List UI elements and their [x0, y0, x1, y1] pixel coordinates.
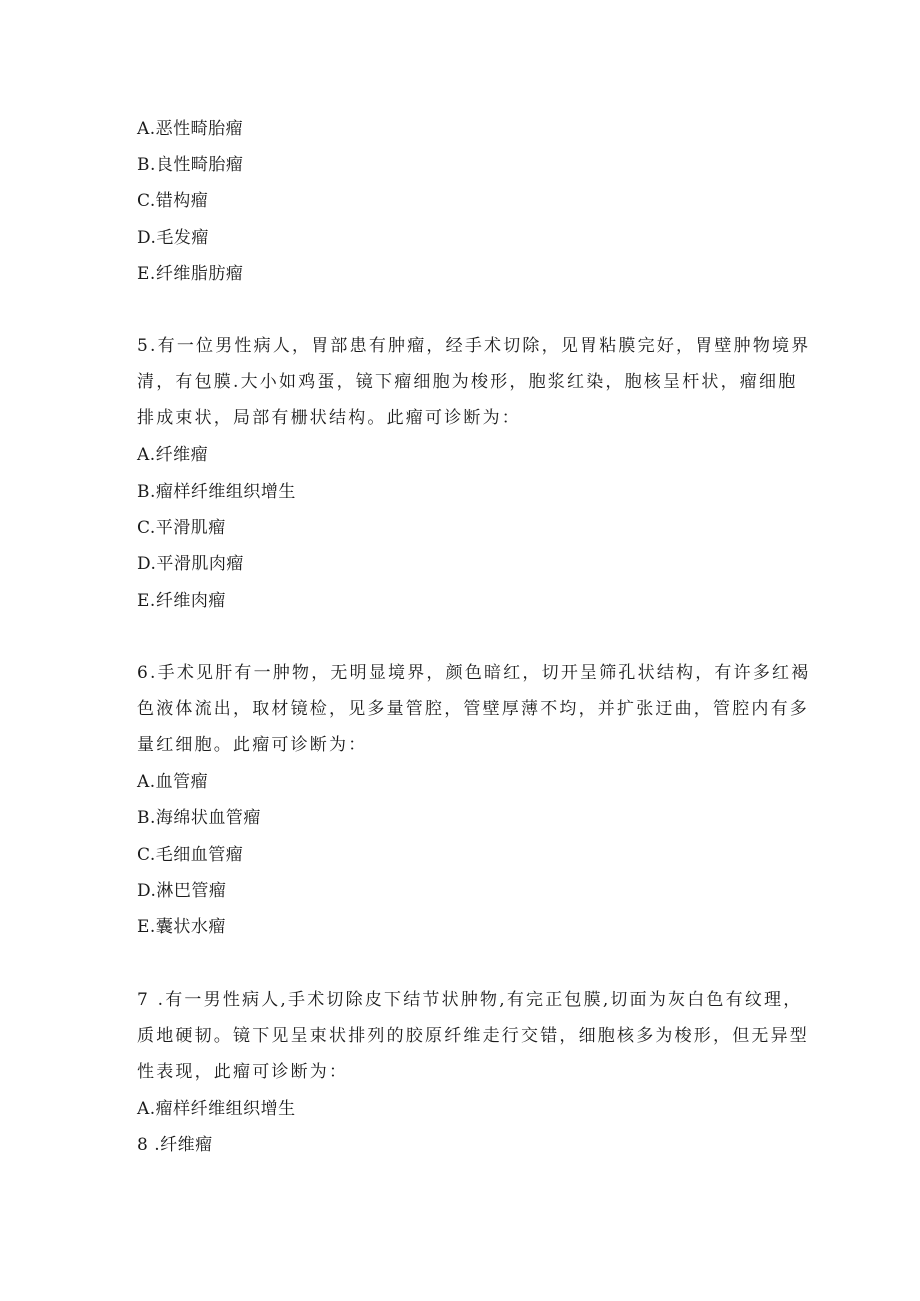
question-7-line: 7 .有一男性病人,手术切除皮下结节状肿物,有完正包膜,切面为灰白色有纹理， — [137, 990, 803, 1010]
option-line: B.瘤样纤维组织增生 — [137, 482, 296, 502]
question-6-line: 色液体流出，取材镜检，见多量管腔，管壁厚薄不均，并扩张迂曲，管腔内有多 — [137, 699, 809, 719]
option-line: D.淋巴管瘤 — [137, 881, 227, 901]
option-line: E.囊状水瘤 — [137, 917, 226, 937]
question-5-line: 清，有包膜.大小如鸡蛋，镜下瘤细胞为梭形，胞浆红染，胞核呈杆状，瘤细胞 — [137, 372, 798, 392]
question-5-line: 排成束状，局部有栅状结构。此瘤可诊断为： — [137, 408, 521, 428]
question-6-line: 量红细胞。此瘤可诊断为： — [137, 735, 368, 755]
option-line: E.纤维脂肪瘤 — [137, 264, 244, 284]
option-line: D.毛发瘤 — [137, 228, 209, 248]
option-line: A.恶性畸胎瘤 — [137, 119, 244, 139]
question-7-line: 性表现，此瘤可诊断为： — [137, 1062, 349, 1082]
question-5-line: 5.有一位男性病人，胃部患有肿瘤，经手术切除，见胃粘膜完好，胃壁肿物境界 — [137, 336, 811, 356]
option-line: B.海绵状血管瘤 — [137, 808, 261, 828]
option-line: C.平滑肌瘤 — [137, 518, 226, 538]
option-line: A.纤维瘤 — [137, 445, 209, 465]
option-line: E.纤维肉瘤 — [137, 591, 226, 611]
option-line: A.瘤样纤维组织增生 — [137, 1099, 296, 1119]
option-line: 8 .纤维瘤 — [137, 1135, 213, 1155]
option-line: A.血管瘤 — [137, 772, 209, 792]
question-7-line: 质地硬韧。镜下见呈束状排列的胶原纤维走行交错，细胞核多为梭形，但无异型 — [137, 1026, 809, 1046]
question-6-line: 6.手术见肝有一肿物，无明显境界，颜色暗红，切开呈筛孔状结构，有许多红褐 — [137, 663, 811, 683]
option-line: B.良性畸胎瘤 — [137, 155, 244, 175]
option-line: C.错构瘤 — [137, 191, 209, 211]
option-line: C.毛细血管瘤 — [137, 845, 244, 865]
option-line: D.平滑肌肉瘤 — [137, 554, 244, 574]
